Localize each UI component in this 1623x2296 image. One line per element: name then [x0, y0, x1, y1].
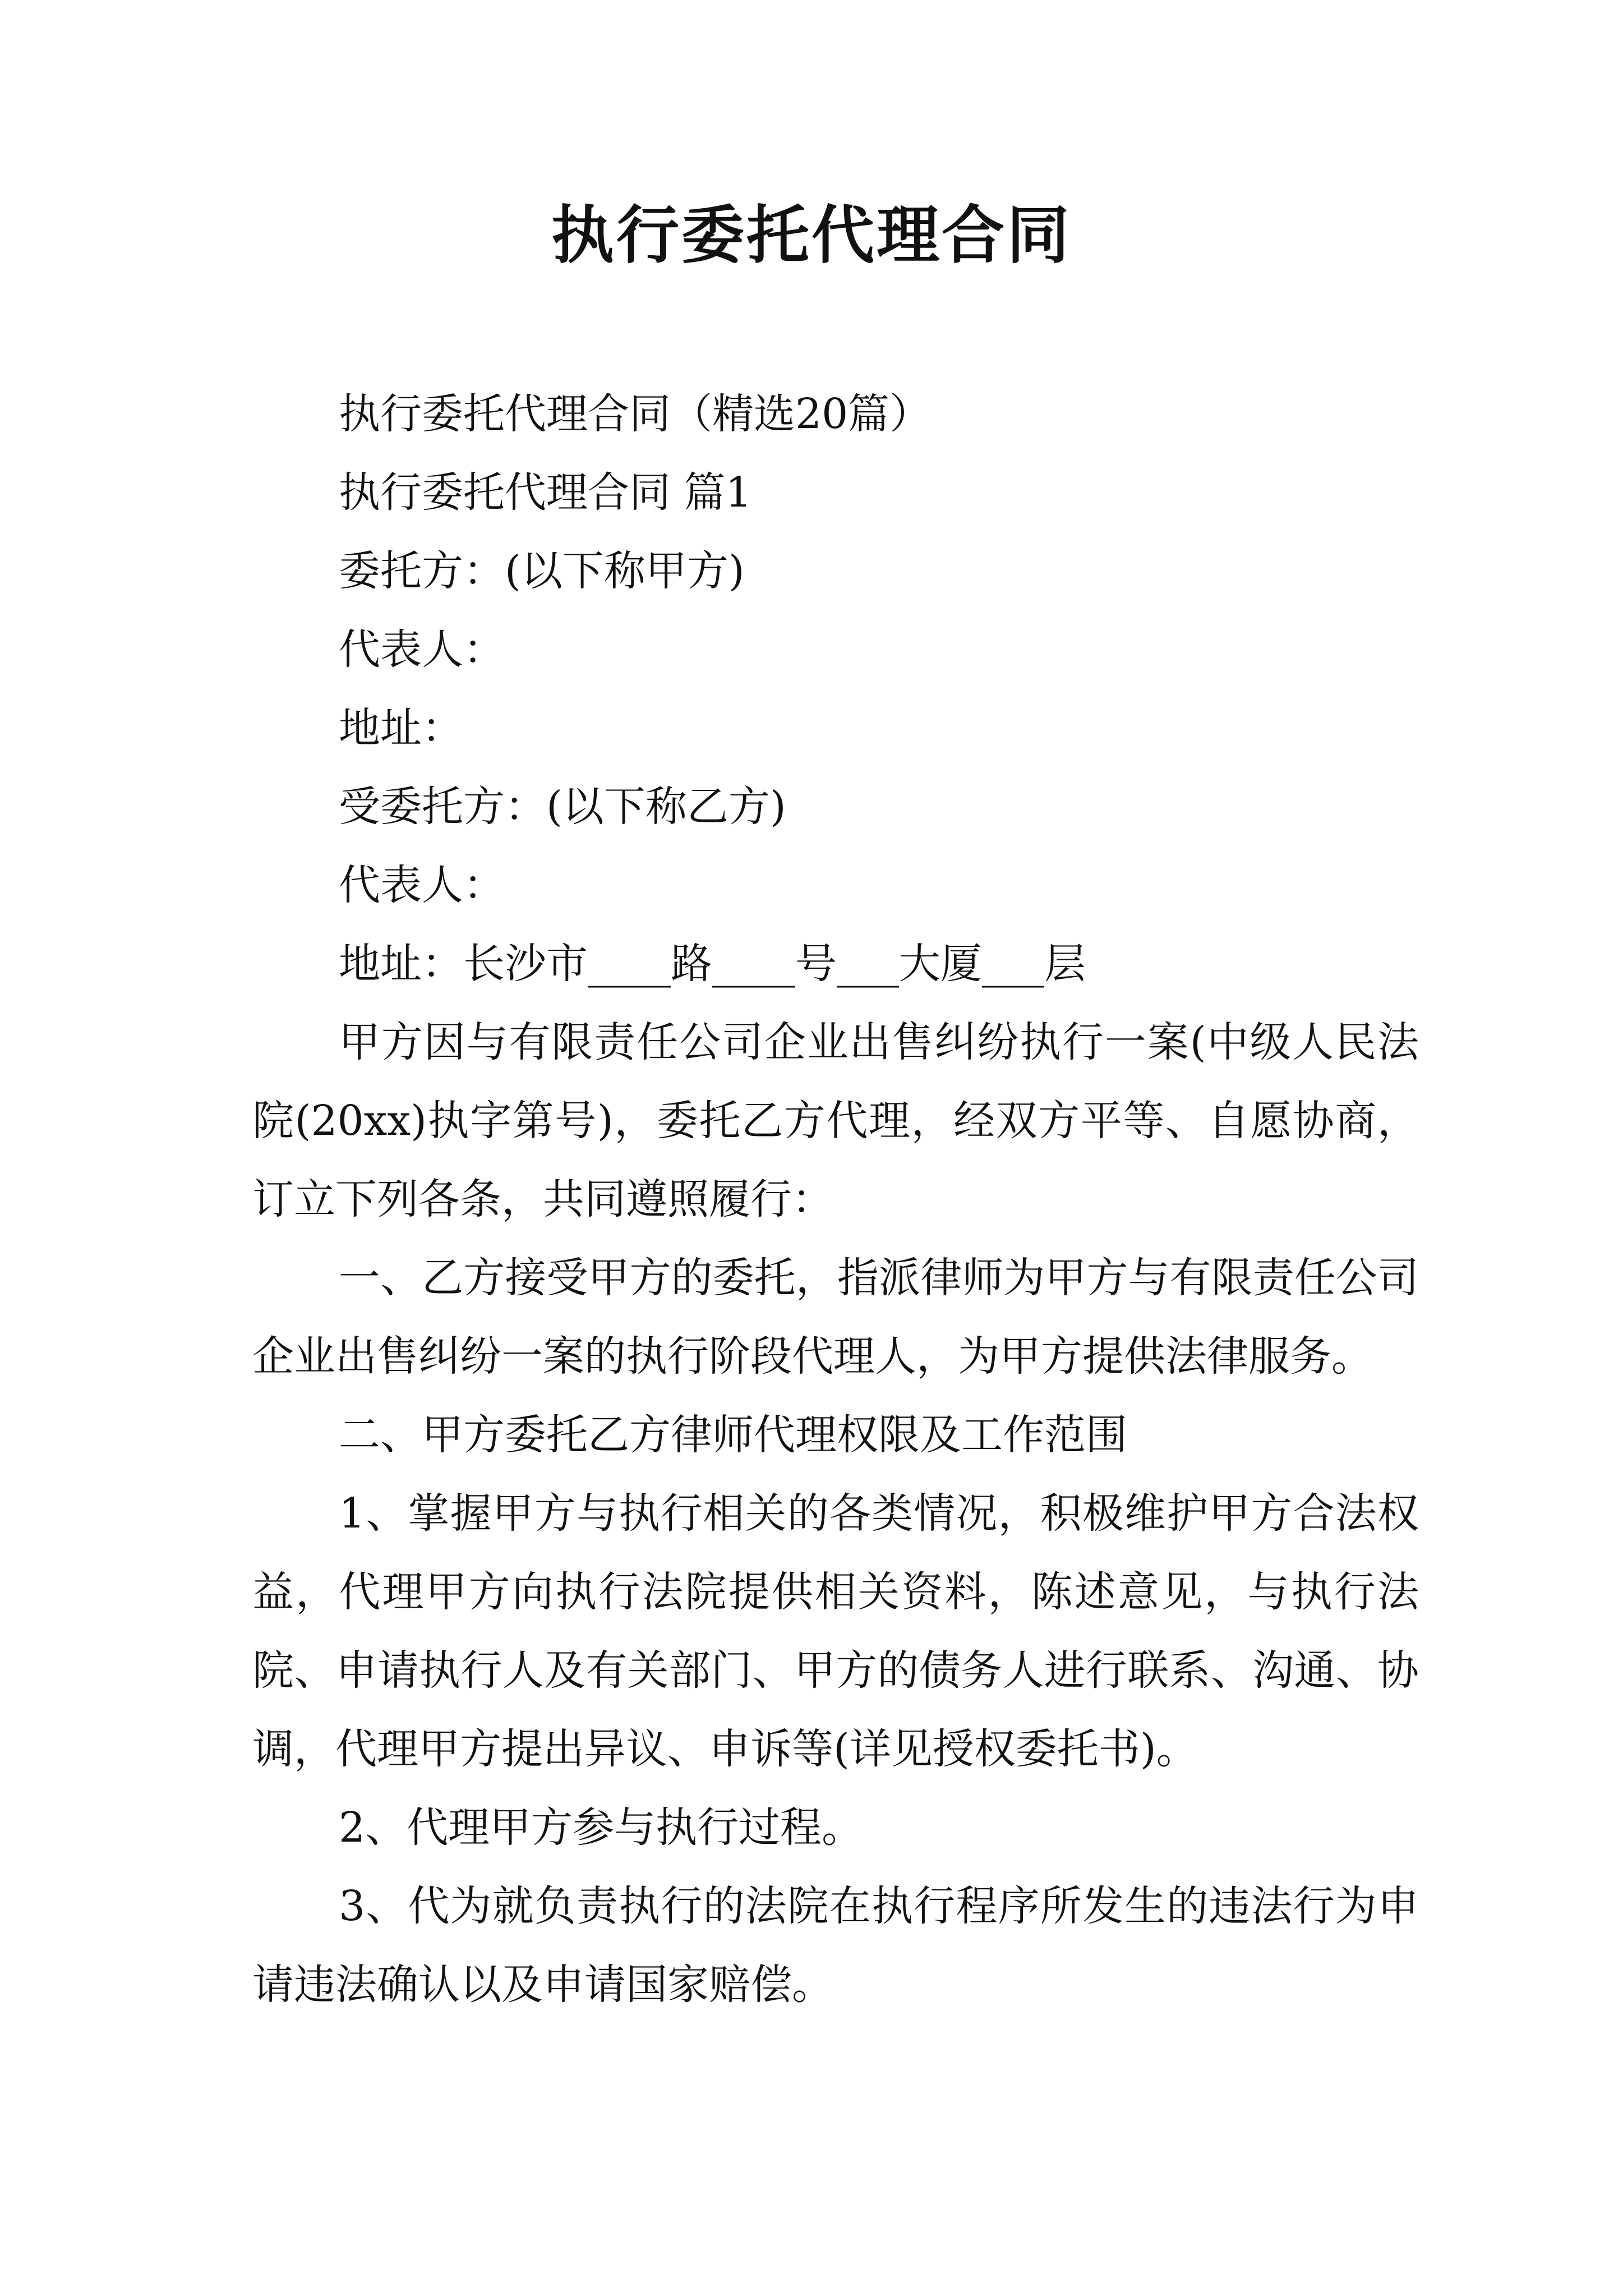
paragraph-agent-representative: 代表人： — [339, 861, 505, 909]
paragraph-agent: 受委托方：(以下称乙方) — [339, 783, 786, 831]
paragraph-item-2: 2、代理甲方参与执行过程。 — [339, 1803, 864, 1852]
paragraph-section-heading: 执行委托代理合同 篇1 — [339, 468, 752, 517]
paragraph-subtitle: 执行委托代理合同（精选20篇） — [339, 390, 932, 438]
paragraph-item-3: 3、代为就负责执行的法院在执行程序所发生的违法行为申请违法确认以及申请国家赔偿。 — [252, 1882, 1419, 2009]
paragraph-preamble: 甲方因与有限责任公司企业出售纠纷执行一案(中级人民法院(20xx)执字第号)，委托乙方代理，经双方平等、自愿协商，订立下列各条，共同遵照履行： — [252, 1018, 1419, 1223]
document-title: 执行委托代理合同 — [551, 199, 1072, 272]
paragraph-agent-address: 地址：长沙市____路____号___大厦___层 — [339, 940, 1086, 988]
document-body — [252, 375, 1419, 2024]
paragraph-client-address: 地址： — [339, 704, 463, 752]
paragraph-clause-2: 二、甲方委托乙方律师代理权限及工作范围 — [339, 1411, 1127, 1459]
paragraph-clause-1: 一、乙方接受甲方的委托，指派律师为甲方与有限责任公司企业出售纠纷一案的执行阶段代理人，为甲方提供法律服务。 — [252, 1254, 1419, 1381]
paragraph-client-representative: 代表人： — [339, 625, 505, 674]
paragraph-client: 委托方：(以下称甲方) — [339, 547, 745, 595]
paragraph-item-1: 1、掌握甲方与执行相关的各类情况，积极维护甲方合法权益，代理甲方向执行法院提供相关资料，陈述意见，与执行法院、申请执行人及有关部门、甲方的债务人进行联系、沟通、协调，代理甲方提出异议、申诉等(详见授权委托书)。 — [252, 1489, 1419, 1773]
